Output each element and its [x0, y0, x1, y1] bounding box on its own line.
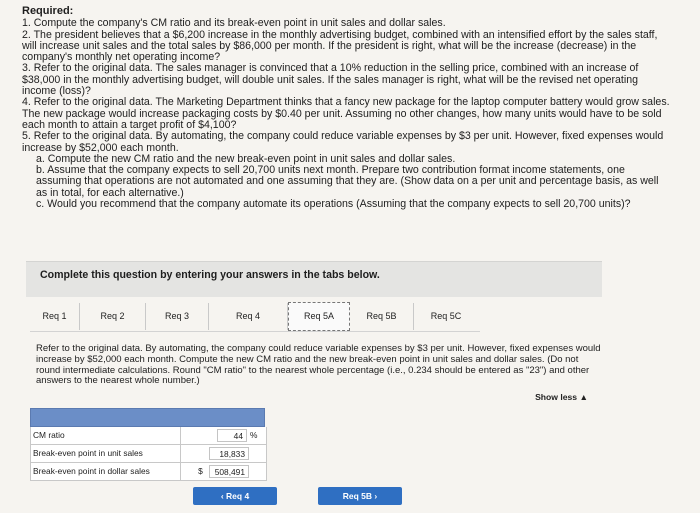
required-item-1: 1. Compute the company's CM ratio and its break-even point in unit sales and dollar sales. [22, 17, 446, 30]
prev-req-4-button[interactable]: ‹ Req 4 [193, 487, 277, 505]
tab-req-2[interactable]: Req 2 [80, 303, 146, 330]
tab-req-3[interactable]: Req 3 [146, 303, 209, 330]
row-label: Break-even point in unit sales [33, 445, 181, 462]
instructions-text: Refer to the original data. By automating, the company could reduce variable expenses by $3 per unit. However, fixed expenses would increase by $52,000 each month. Compute the new CM ratio and the new break-even point in unit sales and dollar sales. (Do not round intermediate calculations. Round "CM ratio" to the nearest whole percentage (i.e., 0.234 should be entered as "23") and other answers to the nearest whole number.) [36, 343, 601, 387]
table-row-breakeven-units [31, 445, 266, 463]
percent-unit: % [250, 430, 258, 440]
required-title: Required: [22, 5, 74, 17]
table-row-cm-ratio [31, 427, 266, 445]
breakeven-dollars-input[interactable]: 508,491 [209, 465, 249, 478]
required-item-5: 5. Refer to the original data. By automating, the company could reduce variable expenses by $3 per unit. However, fixed expenses would increase by $52,000 each month. [22, 130, 664, 154]
required-section [22, 6, 672, 210]
table-row-breakeven-dollars [31, 463, 266, 481]
table-header [30, 408, 265, 427]
tab-req-5b[interactable]: Req 5B [350, 303, 414, 330]
row-prefix: $ [198, 466, 203, 476]
tab-req-4[interactable]: Req 4 [209, 303, 288, 330]
row-prefix [183, 427, 218, 444]
required-item-3: 3. Refer to the original data. The sales manager is convinced that a 10% reduction in the selling price, combined with an increase of $38,000 in the monthly advertising budget, will double unit sales. If the sales manager is right, what will be the revised net operating income (loss)? [22, 62, 639, 98]
breakeven-units-input[interactable]: 18,833 [209, 447, 249, 460]
complete-question-text: Complete this question by entering your answers in the tabs below. [40, 269, 380, 281]
row-label: Break-even point in dollar sales [33, 463, 181, 480]
next-req-5b-button[interactable]: Req 5B › [318, 487, 402, 505]
cm-ratio-input[interactable]: 44 [217, 429, 247, 442]
required-subitem-b: b. Assume that the company expects to sell 20,700 units next month. Prepare two contribution format income statements, one assuming that operations are not automated and one assuming that they are. (Show data on a per unit and percentage basis, as well as in total, for each alternative.) [36, 164, 659, 199]
tab-req-1[interactable]: Req 1 [30, 303, 80, 330]
answer-table [30, 408, 267, 481]
complete-question-bar [26, 261, 602, 297]
tab-req-5a[interactable]: Req 5A [288, 302, 350, 331]
tab-divider [30, 331, 480, 332]
required-item-2: 2. The president believes that a $6,200 increase in the monthly advertising budget, combined with an intensified effort by the sales staff, will increase unit sales and the total sales by $86,000 per month. If the president is right, what will be the increase (decrease) in the company's monthly net operating income? [22, 28, 658, 64]
row-label: CM ratio [33, 427, 181, 444]
tab-req-5c[interactable]: Req 5C [430, 311, 462, 321]
required-item-4: 4. Refer to the original data. The Marketing Department thinks that a fancy new package for the laptop computer battery would grow sales. The new package would increase packaging costs by $0.40 per unit. Assuming no other changes, how many units would have to be sold each month to attain a target profit of $4,100? [22, 96, 670, 131]
required-subitem-c: c. Would you recommend that the company automate its operations (Assuming that the company expects to sell 20,700 units)? [36, 198, 631, 211]
show-less-toggle[interactable]: Show less ▲ [535, 392, 588, 402]
required-subitem-a: a. Compute the new CM ratio and the new break-even point in unit sales and dollar sales. [36, 152, 456, 165]
